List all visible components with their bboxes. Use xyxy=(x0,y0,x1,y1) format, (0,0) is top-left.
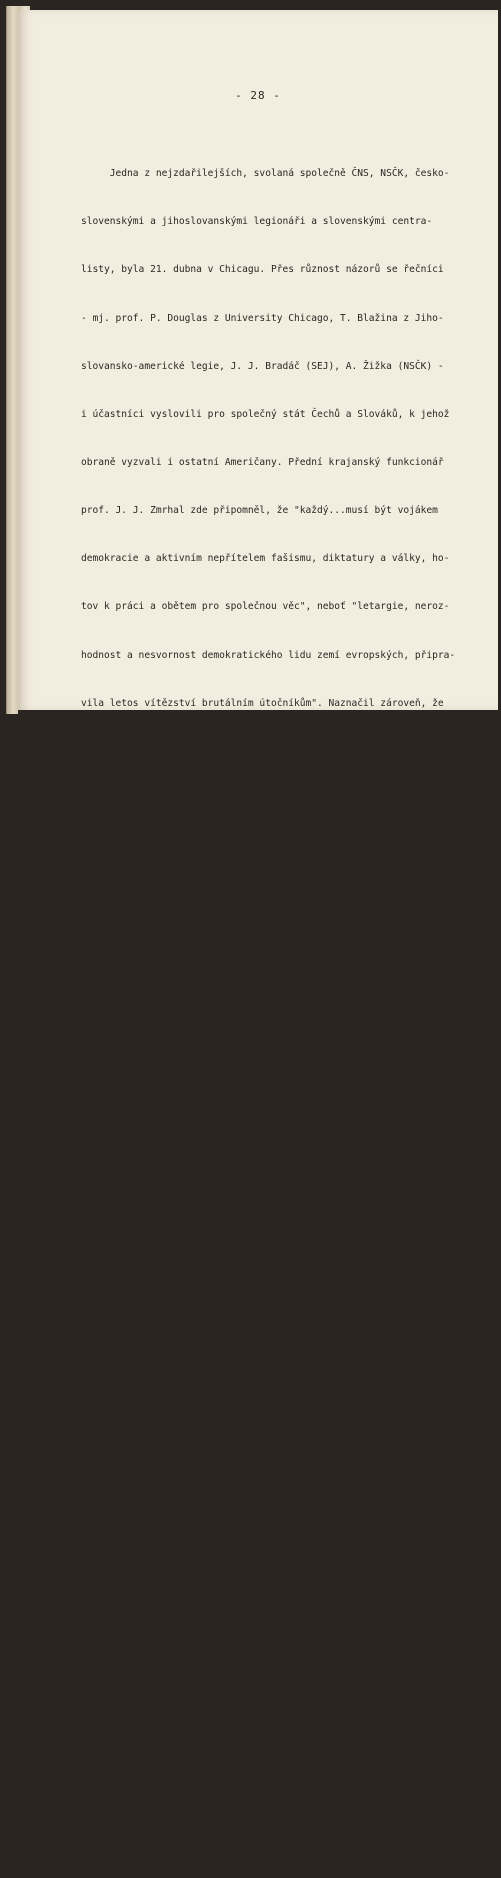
text-line: Československa a jeho boje za uhájení vlastní svrchovanosti se ko- xyxy=(81,1157,461,1169)
text-line: Schůze, přednášky, shromáždění a manifestace k propagaci xyxy=(81,1109,433,1121)
text-line: hodnost a nesvornost demokratického lidu zemí evropských, připra- xyxy=(81,649,456,661)
text-line: o rozdelení Československa a pripojení komukoľvek, nezasluhujú xyxy=(81,1783,438,1795)
text-line: stanovisku informovali představitele Československa dr. E. Bene- xyxy=(81,890,450,902)
text-line-with-footnote xyxy=(81,1830,493,1846)
text-line: ročného jarma...sme odhodlaní svorne a nimi hájiť a brániť slo- xyxy=(81,1687,444,1699)
text-line: - mj. prof. P. Douglas z University Chicago, T. Blažina z Jiho- xyxy=(81,312,444,324)
text-line: ně případů je svolávaly české kolonie. Dne 29. dubna xyxy=(81,1254,381,1266)
text-line: listy, byla 21. dubna v Chicagu. Přes různost názorů se řečníci xyxy=(81,264,444,276)
text-line: še a dr. M. Hodžu, americké státníky F. D. Roosevelta a C. Hulla xyxy=(81,938,450,950)
text-line-start: dnes ve světě děje, je hrozbou civilizace". xyxy=(81,842,329,854)
text-line: slovansko-americké legie, J. J. Bradáč (SEJ), A. Žižka (NSČK) - xyxy=(81,360,444,372)
text-line: i účastníci vyslovili pro společný stát Čechů a Slováků, k jehož xyxy=(81,408,450,420)
text-line-start: názvy Slovákov." xyxy=(81,1831,174,1843)
text-line-end: Učinili tak, přestože většinou nesouhlasili xyxy=(181,1831,435,1843)
text-line: slovenskými a jihoslovanskými legionáři a slovenskými centra- xyxy=(81,216,433,228)
text-line-with-footnote xyxy=(81,840,493,856)
text-line: naly od prvních dní roku 1938 v mnoha místech Ameriky. Ve větši- xyxy=(81,1206,450,1218)
text-line: "Nevieme si predstaviť lepšiu ochranu a zabezpečenie nášho národ- xyxy=(81,1543,456,1555)
text-line: bodu a nezávislosť Československa. Ľudia, ktorí hovorí a uvažujú xyxy=(81,1735,450,1747)
text-line: demokracie a aktivním nepřítelem fašismu, diktatury a války, ho- xyxy=(81,553,450,565)
text-line: ani "Amerika není na jiné planetě" a je tudíž třeba ofenzívně xyxy=(81,745,433,757)
text-line: výrazného slovenského přispění. Na mítinku, konaném pod heslem xyxy=(81,1350,438,1362)
page-stack-line xyxy=(6,6,7,714)
text-line: vila letos vítězství brutálním útočníkům". Naznačil zároveň, že xyxy=(81,697,444,709)
text-line: lé MDŘ, STJS a SEJ zde přijali rezoluci, v níž prohlásili: xyxy=(81,1494,415,1506)
footnote-marker: 12 xyxy=(173,1829,182,1838)
text-line-end: Přítomní o svém xyxy=(336,842,430,854)
text-line: čo bolo nádejou všetkých našich vodcov po celú dobu nášho tisíc- xyxy=(81,1639,450,1651)
text-line: i kongresmana českého původu A. Sabatha. xyxy=(81,986,312,998)
body-text xyxy=(81,134,493,1878)
text-line: z NSČK a V. Matoušek, reprezentující čs. legionáře. Představite- xyxy=(81,1446,450,1458)
text-line: prof. J. J. Zmrhal zde připomněl, že "každý...musí být vojákem xyxy=(81,505,438,517)
page-number: - 28 - xyxy=(235,89,281,102)
text-line: se uskutečnila manifestace Čechů a Slováků v Clevelandu již za xyxy=(81,1302,438,1314)
text-line: Skôr smrť ako život v otroctve, byli hlavními řečníky O. Zlámal xyxy=(81,1398,444,1410)
document-page xyxy=(18,10,498,1843)
text-line: tov k práci a obětem pro společnou věc", neboť "letargie, neroz- xyxy=(81,601,450,613)
text-line: obraně vyzvali i ostatní Američany. Přední krajanský funkcionář xyxy=(81,456,444,468)
text-line: Jedna z nejzdařilejších, svolaná společně ČNS, NSČK, česko- xyxy=(81,168,450,180)
footnote-marker: 11 xyxy=(328,840,337,849)
paragraph-gap xyxy=(81,1049,493,1060)
text-line: vystupovat proti fašismu, barbarství a reakci, protože "co se xyxy=(81,793,433,805)
text-line: ného života a kultúry, ako v terajšom spojení s bratmi Čechmi, xyxy=(81,1591,438,1603)
bottom-edge xyxy=(18,710,498,720)
